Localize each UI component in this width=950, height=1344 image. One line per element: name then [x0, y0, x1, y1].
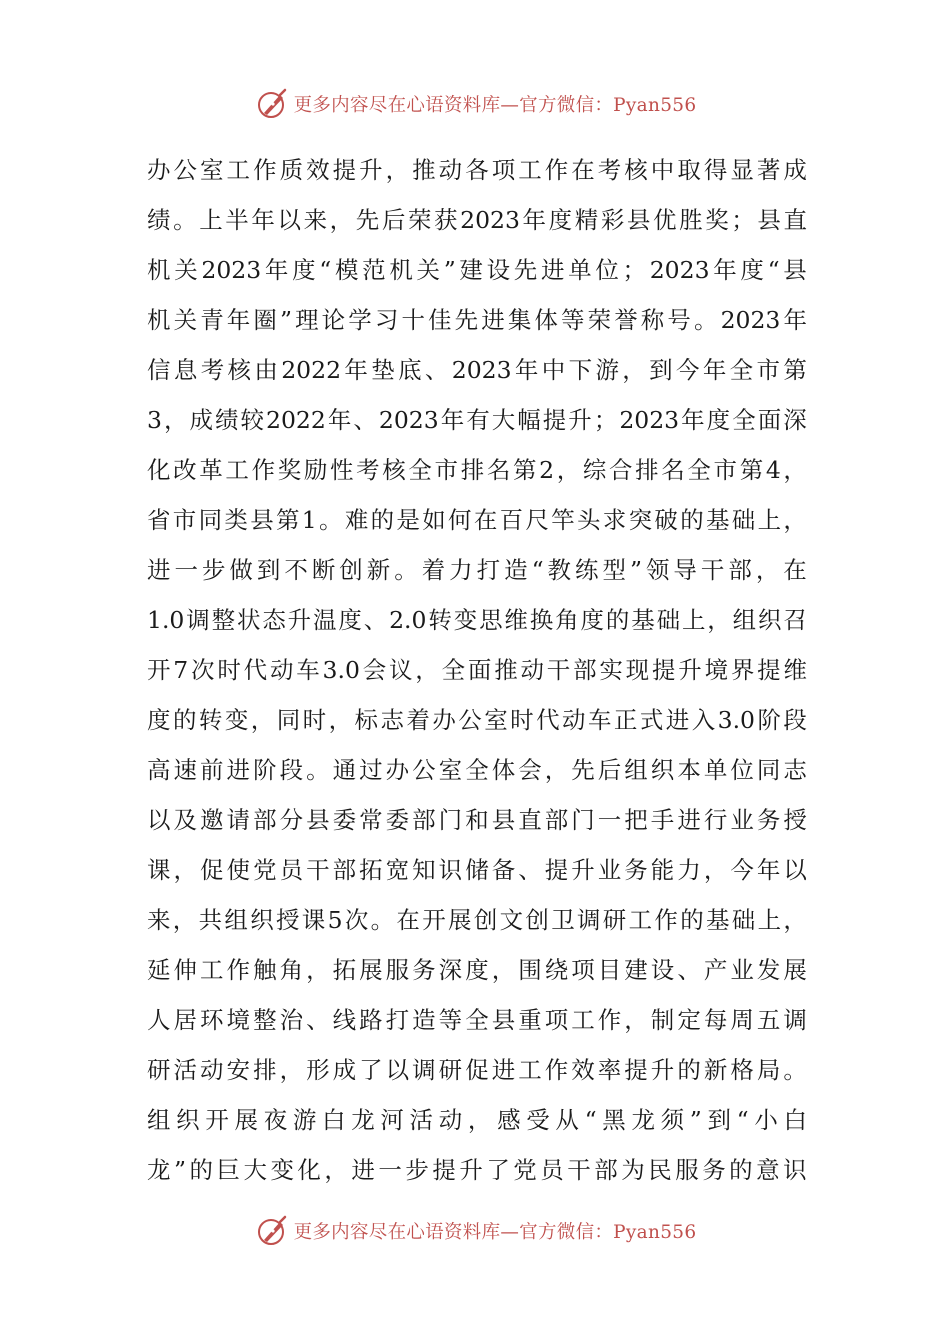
paragraph-line: 高 速 前 进 阶 段 。 通 过 办 公 室 全 体 会 ， 先 后 组 织 本 单 位 同 志	[147, 756, 807, 784]
paragraph-line: 机 关 2023 年 度 “ 模 范 机 关 ” 建 设 先 进 单 位 ； 2023 年 度 “ 县	[147, 256, 807, 284]
paragraph-line: 来 ， 共 组 织 授 课 5 次 。 在 开 展 创 文 创 卫 调 研 工 作 的 基 础 上 ，	[147, 906, 807, 934]
paragraph-line: 龙 ” 的 巨 大 变 化 ， 进 一 步 提 升 了 党 员 干 部 为 民 服 务 的 意 识	[147, 1156, 807, 1184]
paragraph-line: 1.0 调 整 状 态 升 温 度 、 2.0 转 变 思 维 换 角 度 的 基 础 上 ， 组 织 召	[147, 606, 807, 634]
footer-watermark-banner	[0, 1211, 950, 1251]
paragraph-line: 开 7 次 时 代 动 车 3.0 会 议 ， 全 面 推 动 干 部 实 现 提 升 境 界 提 维	[147, 656, 807, 684]
paragraph-line: 办 公 室 工 作 质 效 提 升 ， 推 动 各 项 工 作 在 考 核 中 取 得 显 著 成	[147, 156, 807, 184]
paragraph-line: 机 关 青 年 圈 ” 理 论 学 习 十 佳 先 进 集 体 等 荣 誉 称 号 。 2023 年	[147, 306, 807, 334]
paragraph-line: 课 ， 促 使 党 员 干 部 拓 宽 知 识 储 备 、 提 升 业 务 能 力 ， 今 年 以	[147, 856, 807, 884]
footer-watermark-text: 更多内容尽在心语资料库—官方微信：Pyan556	[293, 1222, 697, 1243]
paragraph-line: 信 息 考 核 由 2022 年 垫 底 、 2023 年 中 下 游 ， 到 今 年 全 市 第	[147, 356, 807, 384]
paragraph-line: 组 织 开 展 夜 游 白 龙 河 活 动 ， 感 受 从 “ 黑 龙 须 ” 到 “ 小 白	[147, 1106, 807, 1134]
body-paragraph	[147, 145, 807, 1195]
pen-nib-circle-icon	[254, 86, 290, 122]
paragraph-line: 化 改 革 工 作 奖 励 性 考 核 全 市 排 名 第 2 ， 综 合 排 名 全 市 第 4 ，	[147, 456, 807, 484]
paragraph-line: 以 及 邀 请 部 分 县 委 常 委 部 门 和 县 直 部 门 一 把 手 进 行 业 务 授	[147, 806, 807, 834]
paragraph-line: 绩 。 上 半 年 以 来 ， 先 后 荣 获 2023 年 度 精 彩 县 优 胜 奖 ； 县 直	[147, 206, 807, 234]
pen-nib-circle-icon	[254, 1213, 290, 1249]
paragraph-line: 3 ， 成 绩 较 2022 年 、 2023 年 有 大 幅 提 升 ； 2023 年 度 全 面 深	[147, 406, 807, 434]
header-watermark-banner	[0, 84, 950, 124]
paragraph-line: 人 居 环 境 整 治 、 线 路 打 造 等 全 县 重 项 工 作 ， 制 定 每 周 五 调	[147, 1006, 807, 1034]
paragraph-line: 延 伸 工 作 触 角 ， 拓 展 服 务 深 度 ， 围 绕 项 目 建 设 、 产 业 发 展	[147, 956, 807, 984]
paragraph-line: 进 一 步 做 到 不 断 创 新 。 着 力 打 造 “ 教 练 型 ” 领 导 干 部 ， 在	[147, 556, 807, 584]
header-watermark-text: 更多内容尽在心语资料库—官方微信：Pyan556	[293, 95, 697, 116]
paragraph-line: 研 活 动 安 排 ， 形 成 了 以 调 研 促 进 工 作 效 率 提 升 的 新 格 局 。	[147, 1056, 807, 1084]
paragraph-line: 度 的 转 变 ， 同 时 ， 标 志 着 办 公 室 时 代 动 车 正 式 进 入 3.0 阶 段	[147, 706, 807, 734]
paragraph-line: 省 市 同 类 县 第 1 。 难 的 是 如 何 在 百 尺 竿 头 求 突 破 的 基 础 上 ，	[147, 506, 807, 534]
